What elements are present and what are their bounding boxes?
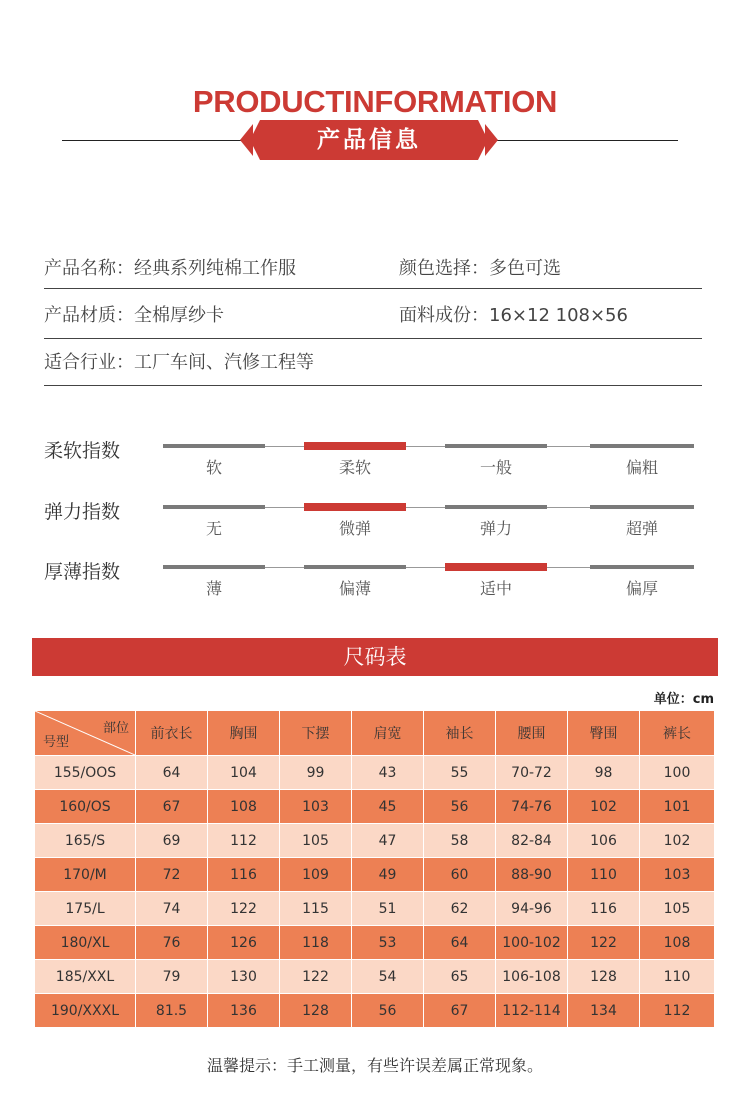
table-cell: 60 [424, 858, 496, 892]
table-cell: 116 [568, 892, 640, 926]
index-segment [445, 444, 547, 448]
info-value: 16×12 108×56 [489, 305, 628, 326]
header-title-cn: 产品信息 [317, 127, 421, 153]
size-column-header: 臀围 [568, 711, 640, 756]
corner-label-part: 部位 [102, 721, 129, 736]
header-rule-right [488, 140, 678, 141]
info-divider [44, 288, 702, 289]
table-cell: 43 [352, 756, 424, 790]
table-cell: 70-72 [496, 756, 568, 790]
table-cell: 122 [280, 960, 352, 994]
table-cell: 105 [280, 824, 352, 858]
table-cell: 51 [352, 892, 424, 926]
size-column-header: 下摆 [280, 711, 352, 756]
corner-label-size: 号型 [43, 735, 70, 750]
table-cell: 76 [136, 926, 208, 960]
table-cell: 122 [568, 926, 640, 960]
table-cell: 99 [280, 756, 352, 790]
table-cell: 108 [208, 790, 280, 824]
table-cell: 116 [208, 858, 280, 892]
index-segment [445, 505, 547, 509]
index-segment [590, 505, 694, 509]
info-value: 经典系列纯棉工作服 [134, 258, 296, 279]
info-divider [44, 338, 702, 339]
index-segment [163, 444, 265, 448]
info-label: 产品名称： [44, 258, 134, 279]
size-table-body [35, 756, 715, 1028]
info-divider [44, 385, 702, 386]
table-cell: 54 [352, 960, 424, 994]
table-row [35, 824, 715, 858]
header-rule-left [62, 140, 262, 141]
index-option-label: 薄 [205, 579, 222, 598]
size-label-cell: 175/L [35, 892, 136, 926]
table-cell: 79 [136, 960, 208, 994]
size-label-cell: 190/XXXL [35, 994, 136, 1028]
size-table-header [35, 711, 715, 756]
table-cell: 62 [424, 892, 496, 926]
table-cell: 55 [424, 756, 496, 790]
table-cell: 112 [640, 994, 715, 1028]
index-option-label: 一般 [479, 458, 512, 477]
header-title-en: PRODUCTINFORMATION [192, 84, 558, 119]
table-cell: 128 [568, 960, 640, 994]
size-table-corner [35, 711, 136, 756]
index-option-label: 偏粗 [625, 458, 658, 477]
table-cell: 103 [280, 790, 352, 824]
size-label-cell: 180/XL [35, 926, 136, 960]
table-row [35, 756, 715, 790]
table-cell: 47 [352, 824, 424, 858]
size-label-cell: 185/XXL [35, 960, 136, 994]
table-cell: 122 [208, 892, 280, 926]
index-option-label: 偏薄 [338, 579, 371, 598]
info-row-industry [44, 350, 702, 397]
index-segment [590, 565, 694, 569]
table-cell: 65 [424, 960, 496, 994]
table-cell: 102 [640, 824, 715, 858]
index-option-label: 适中 [479, 579, 512, 598]
table-cell: 45 [352, 790, 424, 824]
index-option-label: 弹力 [479, 519, 512, 538]
size-label-cell: 155/OOS [35, 756, 136, 790]
info-value: 工厂车间、汽修工程等 [134, 352, 314, 373]
info-label: 面料成份： [399, 305, 489, 326]
table-cell: 126 [208, 926, 280, 960]
table-row [35, 994, 715, 1028]
table-cell: 72 [136, 858, 208, 892]
table-cell: 115 [280, 892, 352, 926]
index-title: 弹力指数 [44, 501, 121, 523]
table-cell: 108 [640, 926, 715, 960]
index-title: 柔软指数 [44, 440, 121, 462]
table-cell: 94-96 [496, 892, 568, 926]
table-cell: 101 [640, 790, 715, 824]
table-row [35, 858, 715, 892]
table-cell: 100-102 [496, 926, 568, 960]
table-cell: 112 [208, 824, 280, 858]
table-cell: 100 [640, 756, 715, 790]
size-table [34, 710, 715, 1028]
table-cell: 82-84 [496, 824, 568, 858]
index-title: 厚薄指数 [44, 561, 121, 583]
table-cell: 53 [352, 926, 424, 960]
table-cell: 49 [352, 858, 424, 892]
size-column-header: 腰围 [496, 711, 568, 756]
size-label-cell: 160/OS [35, 790, 136, 824]
index-segment [590, 444, 694, 448]
table-cell: 88-90 [496, 858, 568, 892]
index-segment-selected [445, 563, 547, 571]
size-table-unit: 单位：cm [653, 692, 714, 707]
index-option-label: 微弹 [338, 519, 371, 538]
size-column-header: 胸围 [208, 711, 280, 756]
size-column-header: 裤长 [640, 711, 715, 756]
table-cell: 134 [568, 994, 640, 1028]
table-cell: 56 [424, 790, 496, 824]
table-cell: 110 [640, 960, 715, 994]
table-cell: 64 [136, 756, 208, 790]
table-cell: 64 [424, 926, 496, 960]
index-segment [163, 505, 265, 509]
info-label: 颜色选择： [399, 258, 489, 279]
table-cell: 56 [352, 994, 424, 1028]
table-row [35, 790, 715, 824]
size-label-cell: 170/M [35, 858, 136, 892]
table-cell: 67 [136, 790, 208, 824]
size-column-header: 肩宽 [352, 711, 424, 756]
table-cell: 118 [280, 926, 352, 960]
table-cell: 67 [424, 994, 496, 1028]
table-cell: 104 [208, 756, 280, 790]
table-cell: 69 [136, 824, 208, 858]
size-column-header: 袖长 [424, 711, 496, 756]
table-cell: 110 [568, 858, 640, 892]
info-value: 全棉厚纱卡 [134, 305, 224, 326]
size-label-cell: 165/S [35, 824, 136, 858]
table-cell: 74-76 [496, 790, 568, 824]
index-option-label: 超弹 [625, 519, 658, 538]
table-cell: 106 [568, 824, 640, 858]
index-segment [163, 565, 265, 569]
index-option-label: 无 [205, 519, 222, 538]
index-option-label: 软 [205, 458, 222, 477]
measurement-tip: 温馨提示：手工测量，有些许误差属正常现象。 [206, 1056, 543, 1075]
info-label: 适合行业： [44, 352, 134, 373]
index-segment [304, 565, 406, 569]
info-label: 产品材质： [44, 305, 134, 326]
table-cell: 112-114 [496, 994, 568, 1028]
table-row [35, 892, 715, 926]
table-cell: 109 [280, 858, 352, 892]
size-column-header: 前衣长 [136, 711, 208, 756]
index-segment-selected [304, 503, 406, 511]
table-cell: 81.5 [136, 994, 208, 1028]
index-segment-selected [304, 442, 406, 450]
table-cell: 136 [208, 994, 280, 1028]
table-cell: 103 [640, 858, 715, 892]
table-cell: 102 [568, 790, 640, 824]
info-row-name [44, 256, 702, 303]
table-cell: 106-108 [496, 960, 568, 994]
table-cell: 74 [136, 892, 208, 926]
index-option-label: 柔软 [338, 458, 371, 477]
size-table-title: 尺码表 [32, 638, 718, 676]
table-row [35, 926, 715, 960]
table-cell: 105 [640, 892, 715, 926]
table-cell: 128 [280, 994, 352, 1028]
table-cell: 130 [208, 960, 280, 994]
info-row-material [44, 303, 702, 350]
index-option-label: 偏厚 [625, 579, 658, 598]
table-cell: 98 [568, 756, 640, 790]
info-value: 多色可选 [489, 258, 561, 279]
table-row [35, 960, 715, 994]
table-cell: 58 [424, 824, 496, 858]
